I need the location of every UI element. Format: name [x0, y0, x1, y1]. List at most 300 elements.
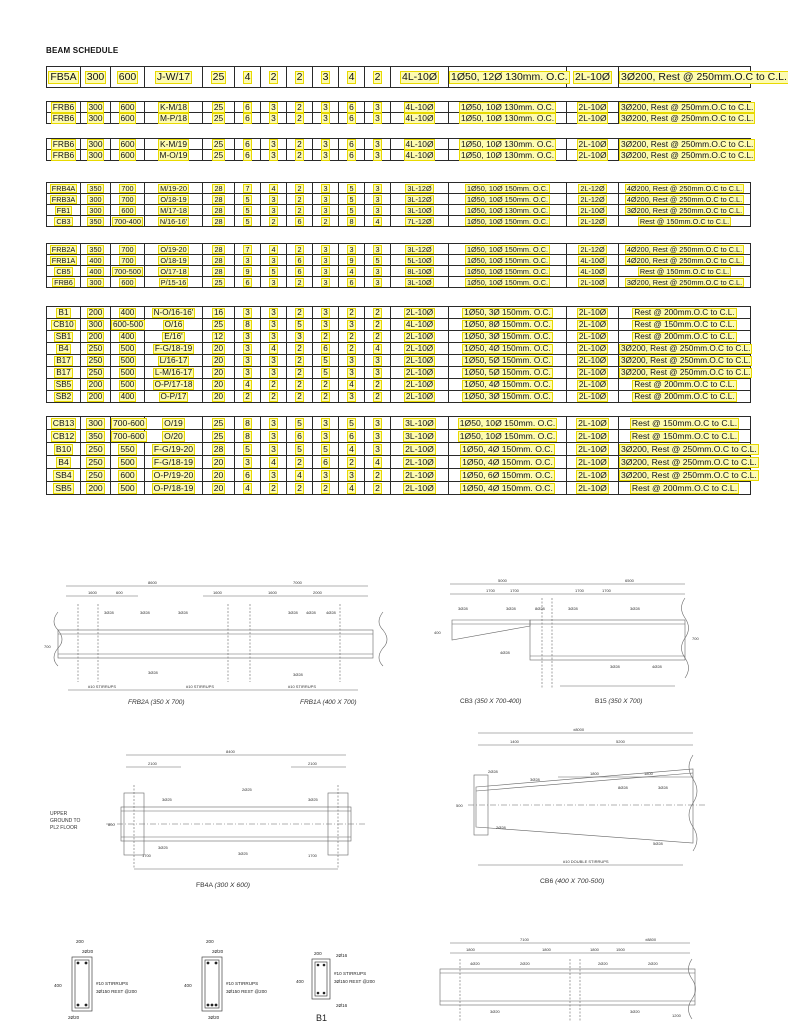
schedule-cell [619, 307, 751, 319]
schedule-cell-text: 2L-10Ø [405, 391, 434, 401]
fig3-note-line: UPPER [50, 811, 68, 817]
schedule-cell [81, 244, 111, 255]
schedule-cell [47, 367, 81, 379]
schedule-cell [339, 417, 365, 430]
schedule-cell [567, 443, 619, 456]
schedule-cell [313, 391, 339, 403]
schedule-cell [339, 443, 365, 456]
schedule-cell [339, 216, 365, 227]
schedule-cell-text: 1Ø50, 10Ø 150mm. O.C. [466, 255, 549, 265]
schedule-cell [235, 417, 261, 430]
schedule-cell-text: 2 [297, 102, 302, 112]
fig6-dim: ±8800 [645, 937, 657, 942]
schedule-cell-text: K-M/19 [160, 139, 187, 149]
schedule-cell [287, 469, 313, 482]
schedule-cell-text: 25 [213, 319, 224, 329]
schedule-cell [567, 67, 619, 88]
schedule-cell-text: 3L-10Ø [405, 417, 434, 428]
schedule-cell-text: 3 [323, 430, 328, 441]
section-top-bars: 2Ø20 [212, 949, 224, 954]
schedule-cell [313, 102, 339, 113]
schedule-row [47, 430, 751, 443]
schedule-cell [313, 331, 339, 343]
fig2-bar: 3Ø28 [568, 606, 578, 611]
schedule-cell-text: FRB4A [51, 183, 76, 193]
schedule-cell [111, 443, 145, 456]
schedule-cell-text: Rest @ 150mm.O.C to C.L. [631, 430, 738, 441]
schedule-cell-text: 200 [88, 331, 103, 341]
schedule-cell-text: K-M/18 [160, 102, 187, 112]
section-depth: 400 [184, 983, 192, 988]
schedule-cell [261, 67, 287, 88]
schedule-cell-text: 250 [88, 367, 103, 377]
schedule-cell [391, 456, 449, 469]
schedule-cell-text: 1Ø50, 10Ø 130mm. O.C. [460, 102, 555, 112]
schedule-cell-text: 300 [88, 319, 103, 329]
schedule-cell-text: Rest @ 200mm.O.C to C.L. [631, 482, 738, 493]
schedule-cell [111, 139, 145, 150]
schedule-cell [567, 113, 619, 124]
schedule-cell-text: 8L-10Ø [407, 266, 432, 276]
schedule-cell-text: 2 [375, 331, 380, 341]
schedule-cell [145, 244, 203, 255]
fig4-bar: 3Ø28 [530, 777, 540, 782]
fig3-note-line: PL2 FLOOR [50, 825, 78, 831]
fig6-bar: 2Ø20 [648, 961, 658, 966]
schedule-cell-text: 2 [297, 456, 302, 467]
schedule-cell [287, 113, 313, 124]
schedule-cell [449, 482, 567, 495]
schedule-cell-text: 3 [375, 194, 380, 204]
schedule-cell-text: 2L-10Ø [578, 469, 607, 480]
schedule-cell-text: 20 [213, 367, 224, 377]
fig1-bar: 3Ø28 [148, 670, 158, 675]
schedule-cell-text: 2L-10Ø [405, 482, 434, 493]
schedule-cell-text: 2 [271, 482, 276, 493]
schedule-cell [145, 150, 203, 161]
schedule-cell-text: 2L-10Ø [578, 307, 607, 317]
schedule-cell [111, 331, 145, 343]
schedule-cell [365, 216, 391, 227]
schedule-cell-text: O/20 [164, 430, 183, 441]
schedule-cell-text: 7 [245, 244, 250, 254]
schedule-cell [339, 205, 365, 216]
schedule-cell [261, 331, 287, 343]
schedule-cell [235, 244, 261, 255]
schedule-cell [313, 183, 339, 194]
schedule-cell-text: 200 [88, 307, 103, 317]
schedule-cell-text: 4 [271, 456, 276, 467]
schedule-cell [47, 443, 81, 456]
schedule-cell [619, 379, 751, 391]
schedule-cell [339, 244, 365, 255]
schedule-cell-text: 4L-10Ø [405, 102, 434, 112]
section-top-bars: 2Ø16 [336, 953, 348, 958]
schedule-cell-text: O/18-19 [160, 255, 187, 265]
svg-text:FB4A (300 X 600) [196, 882, 250, 889]
schedule-cell [567, 482, 619, 495]
schedule-cell [339, 331, 365, 343]
schedule-cell-text: 4 [245, 482, 250, 493]
schedule-cell [619, 319, 751, 331]
schedule-cell [391, 391, 449, 403]
fig2-caption-left-name: CB3 [460, 698, 473, 705]
section-stirrup: #10 STIRRUPS [334, 971, 367, 976]
schedule-cell-text: 7L-12Ø [407, 216, 432, 226]
schedule-cell-text: 3 [323, 417, 328, 428]
schedule-cell-text: 2L-10Ø [405, 367, 434, 377]
schedule-cell-text: O-P/17-18 [154, 379, 193, 389]
schedule-cell-text: 3 [323, 139, 328, 149]
schedule-cell [145, 469, 203, 482]
schedule-cell [47, 216, 81, 227]
schedule-cell-text: 250 [88, 469, 103, 480]
schedule-cell-text: Rest @ 200mm.O.C to C.L. [634, 307, 735, 317]
schedule-cell [203, 343, 235, 355]
schedule-cell-text: 3Ø200, Rest @ 250mm.O.C to C.L. [621, 355, 751, 365]
schedule-cell-text: 3 [323, 205, 328, 215]
schedule-cell-text: 2L-12Ø [580, 216, 605, 226]
schedule-cell [449, 391, 567, 403]
schedule-cell-text: 4 [271, 183, 276, 193]
fig1-dim: 7000 [293, 580, 302, 585]
schedule-cell-text: 300 [88, 113, 103, 123]
fig2-dim: 1700 [510, 588, 519, 593]
schedule-cell-text: 2L-12Ø [580, 194, 605, 204]
schedule-cell [365, 343, 391, 355]
schedule-row [47, 482, 751, 495]
schedule-cell [365, 482, 391, 495]
schedule-cell-text: 4L-10Ø [405, 113, 434, 123]
schedule-cell-text: 3 [323, 266, 328, 276]
schedule-cell [261, 255, 287, 266]
schedule-cell-text: 700 [121, 194, 134, 204]
schedule-row [47, 443, 751, 456]
schedule-cell-text: 500 [120, 367, 135, 377]
schedule-cell-text: Rest @ 200mm.O.C to C.L. [634, 379, 735, 389]
schedule-cell-text: F-G/18-19 [154, 343, 193, 353]
schedule-cell [111, 417, 145, 430]
schedule-cell-text: 3 [375, 244, 380, 254]
schedule-cell-text: 5 [375, 255, 380, 265]
schedule-cell-text: Rest @ 150mm.O.C to C.L. [639, 266, 730, 276]
schedule-cell-text: 2 [323, 482, 328, 493]
schedule-cell [619, 430, 751, 443]
schedule-cell-text: FRB6 [52, 113, 75, 123]
schedule-cell [145, 355, 203, 367]
schedule-cell [365, 139, 391, 150]
schedule-cell-text: 3 [323, 469, 328, 480]
schedule-cell-text: CB10 [53, 319, 74, 329]
schedule-cell-text: 2L-10Ø [578, 456, 607, 467]
schedule-cell-text: 3Ø200, Rest @ 250mm.O.C to C.L. [621, 456, 757, 467]
svg-text:B15 (350 X 700) [595, 698, 642, 705]
schedule-cell-text: 2 [323, 379, 328, 389]
schedule-cell-text: 2L-10Ø [578, 343, 607, 353]
schedule-cell [261, 430, 287, 443]
schedule-cell [287, 216, 313, 227]
schedule-cell-text: 1Ø50, 10Ø 130mm. O.C. [460, 113, 555, 123]
schedule-cell-text: 1Ø50, 10Ø 130mm. O.C. [460, 139, 555, 149]
schedule-row [47, 456, 751, 469]
schedule-cell-text: 300 [86, 70, 105, 83]
schedule-cell-text: 2 [375, 319, 380, 329]
schedule-cell [619, 367, 751, 379]
schedule-cell-text: 3 [323, 255, 328, 265]
schedule-cell [261, 417, 287, 430]
schedule-cell [111, 469, 145, 482]
schedule-cell-text: 2L-10Ø [405, 343, 434, 353]
schedule-cell-text: 2 [349, 307, 354, 317]
schedule-cell [145, 379, 203, 391]
schedule-cell-text: 3 [271, 113, 276, 123]
schedule-cell-text: 2 [375, 469, 380, 480]
schedule-row [47, 307, 751, 319]
schedule-row [47, 391, 751, 403]
schedule-cell-text: 4 [349, 443, 354, 454]
fig2-dim: 400 [434, 630, 441, 635]
schedule-cell-text: 2 [375, 391, 380, 401]
schedule-cell-text: 25 [213, 113, 224, 123]
schedule-cell [111, 456, 145, 469]
schedule-cell [339, 102, 365, 113]
schedule-cell-text: 20 [213, 343, 224, 353]
schedule-cell [619, 443, 757, 456]
fig3-caption-size: (300 X 600) [214, 882, 251, 889]
schedule-cell [81, 113, 111, 124]
schedule-cell [287, 417, 313, 430]
schedule-cell [47, 277, 81, 288]
schedule-cell [619, 194, 751, 205]
schedule-cell [235, 150, 261, 161]
schedule-cell-text: 2L-10Ø [578, 482, 607, 493]
schedule-cell-text: 3 [245, 331, 250, 341]
schedule-cell-text: 1Ø50, 6Ø 150mm. O.C. [462, 469, 553, 480]
fig4-bar: 8Ø28 [618, 785, 628, 790]
schedule-cell [391, 417, 449, 430]
schedule-cell-text: 6 [349, 102, 354, 112]
schedule-cell-text: 3Ø200, Rest @ 250mm.O.C to C.L. [621, 343, 751, 353]
schedule-cell [111, 216, 145, 227]
schedule-cell [81, 183, 111, 194]
schedule-cell-text: 2L-10Ø [578, 355, 607, 365]
schedule-cell [287, 67, 313, 88]
schedule-cell-text: 4 [348, 70, 355, 83]
schedule-cell [449, 183, 567, 194]
schedule-cell [619, 216, 751, 227]
schedule-cell-text: 3L-10Ø [405, 430, 434, 441]
schedule-cell [81, 266, 111, 277]
schedule-cell-text: 4L-10Ø [405, 319, 434, 329]
schedule-cell-text: 6 [245, 102, 250, 112]
schedule-cell [365, 469, 391, 482]
schedule-row [47, 216, 751, 227]
schedule-cell-text: 3 [349, 319, 354, 329]
schedule-cell-text: 2L-10Ø [578, 391, 607, 401]
schedule-cell [81, 216, 111, 227]
schedule-cell [145, 67, 203, 88]
schedule-cell-text: 7 [245, 183, 250, 193]
schedule-cell-text: 20 [213, 456, 224, 467]
schedule-cell-text: 1Ø50, 5Ø 150mm. O.C. [464, 355, 551, 365]
schedule-cell [81, 277, 111, 288]
schedule-cell [449, 194, 567, 205]
schedule-cell [391, 216, 449, 227]
drawing-frb2a-frb1a [38, 578, 398, 708]
schedule-cell-text: 3 [375, 367, 380, 377]
schedule-cell-text: Rest @ 200mm.O.C to C.L. [634, 391, 735, 401]
schedule-cell [365, 379, 391, 391]
schedule-cell-text: 3L-12Ø [407, 183, 432, 193]
schedule-cell-text: 3 [271, 194, 276, 204]
schedule-row [47, 277, 751, 288]
schedule-cell [235, 183, 261, 194]
schedule-cell [449, 307, 567, 319]
schedule-cell [449, 102, 567, 113]
schedule-cell-text: 6 [245, 150, 250, 160]
schedule-cell [287, 205, 313, 216]
schedule-group-6 [46, 306, 751, 403]
schedule-cell [339, 67, 365, 88]
schedule-cell-text: 1Ø50, 4Ø 150mm. O.C. [462, 443, 553, 454]
schedule-cell [339, 255, 365, 266]
fig3-bar: 3Ø25 [308, 797, 318, 802]
schedule-cell [111, 67, 145, 88]
schedule-cell [261, 307, 287, 319]
schedule-cell [567, 367, 619, 379]
schedule-cell [203, 331, 235, 343]
schedule-cell [567, 183, 619, 194]
fig1-caption-left-name: FRB2A [128, 699, 149, 706]
schedule-cell [339, 482, 365, 495]
fig3-bar: 3Ø25 [238, 851, 248, 856]
schedule-cell [339, 391, 365, 403]
schedule-cell [145, 216, 203, 227]
schedule-cell [619, 244, 751, 255]
schedule-cell [365, 194, 391, 205]
schedule-cell-text: 3 [271, 331, 276, 341]
schedule-cell-text: 3 [375, 417, 380, 428]
schedule-cell-text: 3 [245, 456, 250, 467]
schedule-cell-text: 2L-10Ø [405, 469, 434, 480]
schedule-cell-text: 3Ø200, Rest @ 250mm.O.C to C.L. [621, 113, 754, 123]
schedule-cell [619, 277, 751, 288]
fig4-dim: 500 [456, 803, 463, 808]
schedule-cell [145, 417, 203, 430]
schedule-cell-text: 2L-10Ø [578, 319, 607, 329]
schedule-cell [203, 367, 235, 379]
schedule-cell-text: FRB6 [52, 139, 75, 149]
schedule-cell [81, 469, 111, 482]
schedule-cell-text: 2 [375, 307, 380, 317]
schedule-cell-text: 2L-12Ø [580, 183, 605, 193]
schedule-cell-text: 200 [88, 379, 103, 389]
schedule-cell-text: 3 [375, 355, 380, 365]
schedule-cell-text: B4 [58, 456, 69, 467]
section-bottom-bars: 2Ø16 [336, 1003, 348, 1008]
schedule-cell-text: F-G/18-19 [153, 456, 194, 467]
schedule-cell [81, 379, 111, 391]
fig1-stirrup-note: #10 STIRRUPS [288, 684, 317, 689]
schedule-cell-text: FRB1A [51, 255, 76, 265]
schedule-cell [145, 443, 203, 456]
schedule-cell [145, 183, 203, 194]
schedule-cell [619, 67, 787, 88]
schedule-cell [313, 150, 339, 161]
fig2-bar: 8Ø28 [535, 606, 545, 611]
schedule-cell [261, 391, 287, 403]
schedule-cell-text: CB3 [56, 216, 71, 226]
schedule-cell [567, 266, 619, 277]
schedule-cell-text: 6 [245, 139, 250, 149]
schedule-cell-text: 700-500 [114, 266, 141, 276]
schedule-cell [449, 244, 567, 255]
schedule-cell [235, 391, 261, 403]
schedule-cell [287, 255, 313, 266]
schedule-cell [261, 443, 287, 456]
schedule-cell [261, 277, 287, 288]
fig2-bar: 3Ø28 [506, 606, 516, 611]
schedule-cell-text: 2 [297, 482, 302, 493]
schedule-cell-text: 6 [245, 277, 250, 287]
svg-text:FRB1A (400 X 700) [300, 699, 357, 706]
schedule-cell-text: P/15-16 [160, 277, 187, 287]
schedule-cell-text: 3 [271, 355, 276, 365]
schedule-cell-text: 1Ø50, 3Ø 150mm. O.C. [464, 331, 551, 341]
schedule-cell [203, 307, 235, 319]
schedule-cell [365, 113, 391, 124]
schedule-cell [145, 307, 203, 319]
schedule-cell-text: 1Ø50, 10Ø 150mm. O.C. [466, 216, 549, 226]
schedule-cell-text: 2 [323, 216, 328, 226]
schedule-cell-text: 3L-10Ø [407, 277, 432, 287]
schedule-cell-text: 3 [375, 430, 380, 441]
schedule-cell-text: M-O/19 [159, 150, 188, 160]
schedule-cell [567, 139, 619, 150]
schedule-cell [391, 379, 449, 391]
schedule-cell [47, 469, 81, 482]
schedule-cell-text: 3Ø200, Rest @ 250mm.O.C to C.L. [621, 367, 751, 377]
schedule-cell [47, 331, 81, 343]
schedule-cell [449, 255, 567, 266]
schedule-cell-text: O/19 [164, 417, 183, 428]
schedule-cell-text: 3 [349, 469, 354, 480]
schedule-cell-text: 4L-10Ø [405, 139, 434, 149]
schedule-cell [449, 150, 567, 161]
fig6-bar: 3Ø20 [490, 1009, 500, 1014]
schedule-cell-text: O/16 [164, 319, 183, 329]
schedule-cell-text: 500 [120, 456, 135, 467]
schedule-cell-text: 5 [349, 183, 354, 193]
section-bottom-bars: 3Ø20 [208, 1015, 220, 1020]
schedule-cell-text: 600 [120, 139, 135, 149]
schedule-cell [339, 113, 365, 124]
schedule-cell [111, 367, 145, 379]
schedule-cell [313, 443, 339, 456]
schedule-cell [203, 266, 235, 277]
fig1-dim: 1600 [213, 590, 222, 595]
schedule-cell [449, 469, 567, 482]
schedule-cell [391, 367, 449, 379]
schedule-cell-text: 3 [375, 139, 380, 149]
schedule-cell [111, 355, 145, 367]
schedule-cell [47, 482, 81, 495]
fig1-dim: 1600 [88, 590, 97, 595]
schedule-cell-text: FRB6 [54, 277, 73, 287]
schedule-row [47, 150, 751, 161]
schedule-cell-text: 700-400 [114, 216, 141, 226]
svg-text:CB6 (400 X 700-500) [540, 878, 604, 885]
